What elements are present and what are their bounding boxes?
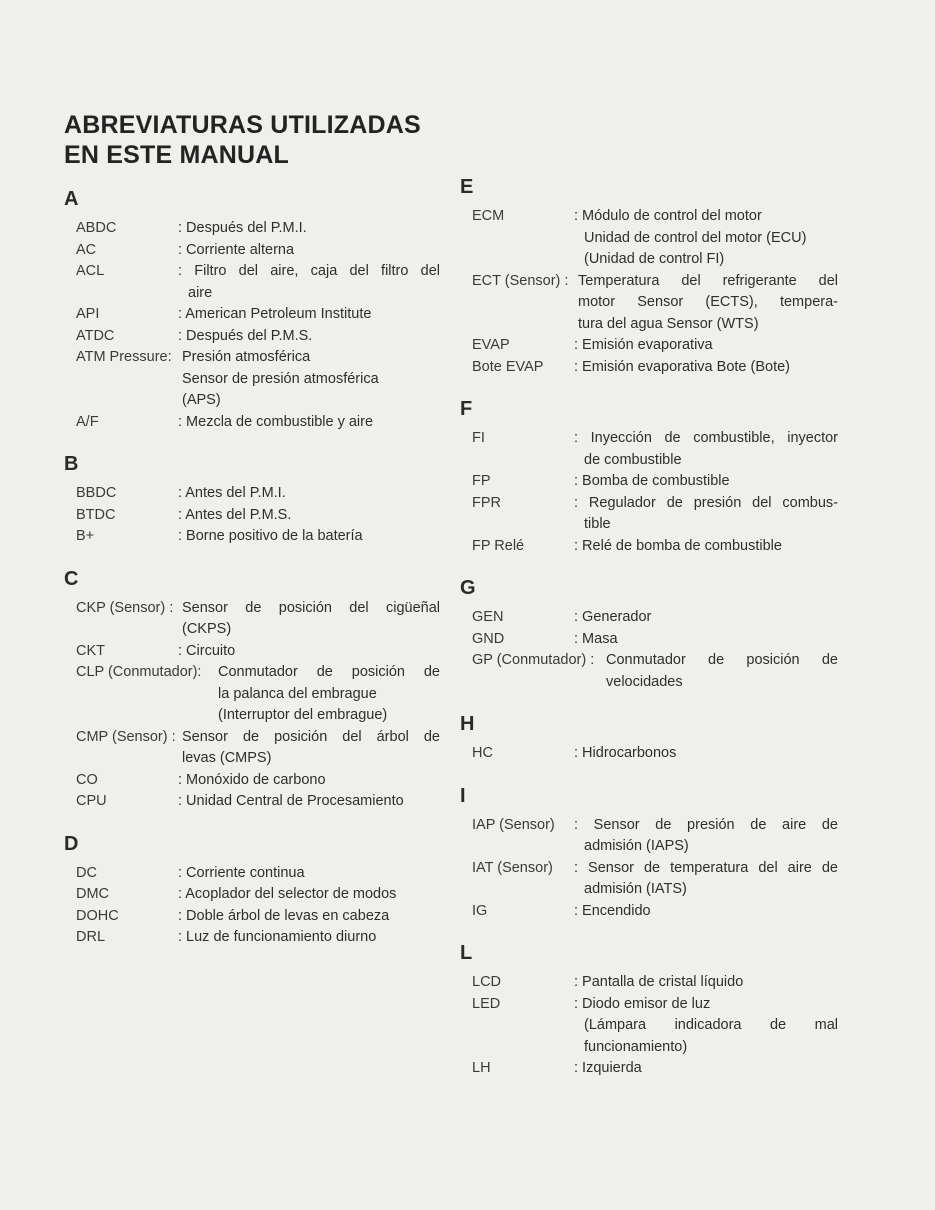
- abbreviation: A/F: [76, 413, 99, 430]
- definition-line: : Doble árbol de levas en cabeza: [178, 907, 390, 924]
- definition-line: : Acoplador del selector de modos: [178, 886, 397, 902]
- definition: [574, 901, 838, 923]
- definition: [178, 770, 440, 792]
- abbreviation-entry: [460, 607, 838, 629]
- definition-line: : Hidrocarbonos: [574, 745, 677, 761]
- section-c: [64, 568, 440, 813]
- definition-line: : Regulador de presión del combus-: [574, 494, 838, 511]
- definition-line: : Mezcla de combustible y aire: [178, 413, 374, 430]
- abbreviation-entry: [64, 304, 440, 326]
- section-e: [460, 176, 838, 378]
- definition: [606, 650, 838, 693]
- abbreviation: DRL: [76, 929, 106, 945]
- definition-line: Sensor de posición del árbol de: [182, 728, 440, 745]
- abbreviation-entry: [460, 335, 838, 357]
- abbreviation: ECT (Sensor) :: [472, 272, 569, 289]
- definition: [574, 607, 838, 629]
- definition: [178, 261, 440, 304]
- abbreviation-entry: [460, 972, 838, 994]
- definition: [178, 884, 440, 906]
- abbreviation-entry: [64, 927, 440, 949]
- abbreviation: AC: [76, 241, 97, 258]
- section-letter: L: [460, 942, 473, 964]
- definition-line: : Filtro del aire, caja del filtro del: [178, 263, 440, 279]
- abbreviation-entry: [460, 536, 838, 558]
- definition-line: Temperatura del refrigerante del: [578, 272, 838, 289]
- definition-line: : Emisión evaporativa: [574, 337, 713, 353]
- abbreviation: ATDC: [76, 327, 115, 344]
- definition-line: : Módulo de control del motor: [574, 208, 762, 224]
- definition-line: Sensor de posición del cigüeñal: [182, 599, 440, 616]
- abbreviation-entry: [460, 493, 838, 536]
- definition-line: : Monóxido de carbono: [178, 771, 326, 788]
- abbreviation: IAT (Sensor): [472, 859, 553, 876]
- abbreviation-entry: [460, 1058, 838, 1080]
- abbreviation: LED: [472, 995, 501, 1012]
- definition-continuation: tible: [584, 516, 611, 532]
- abbreviation: FPR: [472, 494, 501, 511]
- definition: [178, 505, 440, 527]
- abbreviation-entry: [64, 505, 440, 527]
- section-l: [460, 942, 838, 1080]
- abbreviation-entry: [64, 326, 440, 348]
- definition-line: : Diodo emisor de luz: [574, 995, 711, 1012]
- section-letter: F: [460, 398, 473, 420]
- abbreviation-entry: [64, 261, 440, 304]
- definition-line: : Encendido: [574, 902, 651, 919]
- definition-line: : Emisión evaporativa Bote (Bote): [574, 358, 790, 375]
- definition-continuation: velocidades: [606, 673, 683, 690]
- definition: [178, 240, 440, 262]
- section-a: [64, 188, 440, 433]
- section-b: [64, 453, 440, 548]
- section-letter: B: [64, 453, 79, 475]
- definition: [182, 598, 440, 641]
- left-column: [64, 188, 440, 949]
- definition: [574, 471, 838, 493]
- abbreviation-entry: [64, 218, 440, 240]
- definition-continuation: (Lámpara indicadora de mal: [584, 1017, 838, 1033]
- abbreviation: FI: [472, 430, 485, 446]
- section-letter: D: [64, 832, 79, 855]
- definition: [178, 863, 440, 885]
- definition: [218, 662, 440, 727]
- definition-continuation: tura del agua Sensor (WTS): [578, 315, 759, 332]
- abbreviation: DMC: [76, 886, 110, 902]
- definition: [574, 493, 838, 536]
- abbreviation-entry: [64, 598, 440, 641]
- definition-continuation: Sensor de presión atmosférica: [182, 370, 379, 387]
- section-letter: A: [64, 188, 79, 210]
- definition: [574, 629, 838, 651]
- abbreviation: DC: [76, 864, 97, 881]
- definition: [178, 791, 440, 813]
- definition: [178, 906, 440, 928]
- abbreviation: FP: [472, 473, 491, 489]
- abbreviation: IAP (Sensor): [472, 816, 555, 833]
- definition-line: : Sensor de temperatura del aire de: [574, 859, 838, 876]
- abbreviation-entry: [64, 240, 440, 262]
- abbreviation: ATM Pressure:: [76, 349, 172, 365]
- section-f: [460, 398, 838, 557]
- definition-line: : Antes del P.M.S.: [178, 506, 292, 523]
- definition: [178, 641, 440, 663]
- definition: [182, 727, 440, 770]
- right-column: [460, 176, 838, 1080]
- definition-line: : Borne positivo de la batería: [178, 528, 363, 544]
- definition: [178, 412, 440, 434]
- section-i: [460, 785, 838, 923]
- definition: [574, 815, 838, 858]
- section-h: [460, 713, 838, 765]
- definition: [182, 347, 440, 412]
- abbreviation: Bote EVAP: [472, 358, 544, 375]
- abbreviation-entry: [460, 994, 838, 1059]
- abbreviation-entry: [460, 471, 838, 493]
- definition-line: : Después del P.M.S.: [178, 327, 313, 344]
- definition-continuation: (APS): [182, 392, 221, 408]
- definition-line: : Corriente continua: [178, 864, 305, 881]
- definition-continuation: admisión (IAPS): [584, 838, 689, 854]
- definition: [574, 743, 838, 765]
- abbreviation: CKT: [76, 642, 105, 659]
- definition-line: : Unidad Central de Procesamiento: [178, 793, 404, 809]
- abbreviation-entry: [460, 271, 838, 336]
- abbreviation-entry: [460, 815, 838, 858]
- definition-continuation: (Interruptor del embrague): [218, 707, 388, 723]
- abbreviation-entry: [460, 901, 838, 923]
- abbreviation-entry: [64, 906, 440, 928]
- page-title: [64, 110, 421, 170]
- definition-line: : Bomba de combustible: [574, 473, 730, 489]
- definition-line: : Después del P.M.I.: [178, 220, 307, 236]
- abbreviation-entry: [460, 650, 838, 693]
- abbreviation-entry: [64, 727, 440, 770]
- definition: [574, 858, 838, 901]
- definition: [574, 994, 838, 1059]
- definition: [178, 927, 440, 949]
- abbreviation: B+: [76, 528, 95, 544]
- definition-continuation: de combustible: [584, 451, 682, 468]
- definition-line: : Luz de funcionamiento diurno: [178, 929, 377, 945]
- abbreviation-entry: [64, 662, 440, 727]
- definition: [178, 218, 440, 240]
- definition-line: : Sensor de presión de aire de: [574, 816, 838, 833]
- definition: [574, 972, 838, 994]
- abbreviation-entry: [460, 357, 838, 379]
- abbreviation: CMP (Sensor) :: [76, 728, 176, 745]
- abbreviation: FP Relé: [472, 537, 525, 554]
- abbreviation: LCD: [472, 974, 502, 990]
- section-letter: G: [460, 577, 476, 599]
- abbreviation: EVAP: [472, 337, 510, 353]
- abbreviation: ECM: [472, 208, 505, 224]
- definition: [178, 304, 440, 326]
- definition-line: : Inyección de combustible, inyector: [574, 430, 838, 446]
- definition-continuation: admisión (IATS): [584, 881, 687, 897]
- definition: [574, 357, 838, 379]
- definition-line: : Izquierda: [574, 1060, 642, 1076]
- definition: [178, 483, 440, 505]
- definition-continuation: funcionamiento): [584, 1038, 688, 1055]
- abbreviation: GND: [472, 630, 505, 647]
- title-line-1: ABREVIATURAS UTILIZADAS: [64, 111, 421, 139]
- section-g: [460, 577, 838, 693]
- definition: [178, 326, 440, 348]
- definition-line: Presión atmosférica: [182, 349, 311, 365]
- definition-line: : American Petroleum Institute: [178, 306, 372, 322]
- abbreviation: DOHC: [76, 907, 119, 924]
- abbreviation: CLP (Conmutador):: [76, 664, 202, 680]
- abbreviation-entry: [64, 770, 440, 792]
- abbreviation-entry: [460, 858, 838, 901]
- definition-line: Conmutador de posición de: [606, 652, 838, 668]
- definition-line: : Corriente alterna: [178, 241, 295, 258]
- definition: [574, 335, 838, 357]
- definition-line: : Circuito: [178, 642, 236, 659]
- title-line-2: EN ESTE MANUAL: [64, 141, 290, 169]
- abbreviation-entry: [460, 629, 838, 651]
- section-d: [64, 833, 440, 949]
- section-letter: C: [64, 567, 79, 590]
- abbreviation-entry: [460, 428, 838, 471]
- definition: [574, 1058, 838, 1080]
- definition-continuation: levas (CMPS): [182, 750, 272, 766]
- section-letter: I: [460, 784, 466, 807]
- definition-continuation: motor Sensor (ECTS), tempera-: [578, 294, 838, 310]
- section-letter: E: [460, 176, 474, 198]
- abbreviation: GP (Conmutador) :: [472, 652, 595, 668]
- section-letter: H: [460, 713, 475, 735]
- abbreviation-entry: [460, 206, 838, 271]
- abbreviation: ACL: [76, 263, 105, 279]
- definition: [178, 526, 440, 548]
- abbreviation-entry: [64, 526, 440, 548]
- abbreviation-entry: [64, 791, 440, 813]
- definition: [578, 271, 838, 336]
- abbreviation: API: [76, 306, 100, 322]
- definition-continuation: la palanca del embrague: [218, 685, 377, 702]
- abbreviation-entry: [64, 884, 440, 906]
- abbreviation-entry: [64, 641, 440, 663]
- definition-line: : Pantalla de cristal líquido: [574, 974, 744, 990]
- definition-line: : Relé de bomba de combustible: [574, 537, 782, 554]
- abbreviation-entry: [64, 347, 440, 412]
- abbreviation-entry: [460, 743, 838, 765]
- definition-line: Conmutador de posición de: [218, 664, 440, 680]
- abbreviation: HC: [472, 745, 493, 761]
- abbreviation-entry: [64, 412, 440, 434]
- abbreviation: BTDC: [76, 506, 116, 523]
- definition-line: : Generador: [574, 609, 652, 625]
- abbreviation: IG: [472, 902, 488, 919]
- definition-continuation: aire: [188, 284, 213, 301]
- abbreviation-entry: [64, 863, 440, 885]
- abbreviation: BBDC: [76, 485, 117, 501]
- definition: [574, 206, 838, 271]
- definition-continuation: Unidad de control del motor (ECU): [584, 229, 807, 246]
- definition-continuation: (CKPS): [182, 621, 232, 637]
- abbreviation-entry: [64, 483, 440, 505]
- definition-line: : Antes del P.M.I.: [178, 485, 286, 501]
- abbreviation: GEN: [472, 609, 504, 625]
- abbreviation: LH: [472, 1060, 491, 1076]
- abbreviation: CO: [76, 771, 98, 788]
- definition: [574, 536, 838, 558]
- abbreviation: ABDC: [76, 220, 117, 236]
- definition: [574, 428, 838, 471]
- abbreviation: CKP (Sensor) :: [76, 599, 174, 616]
- definition-continuation: (Unidad de control FI): [584, 251, 725, 267]
- abbreviation: CPU: [76, 793, 107, 809]
- definition-line: : Masa: [574, 630, 618, 647]
